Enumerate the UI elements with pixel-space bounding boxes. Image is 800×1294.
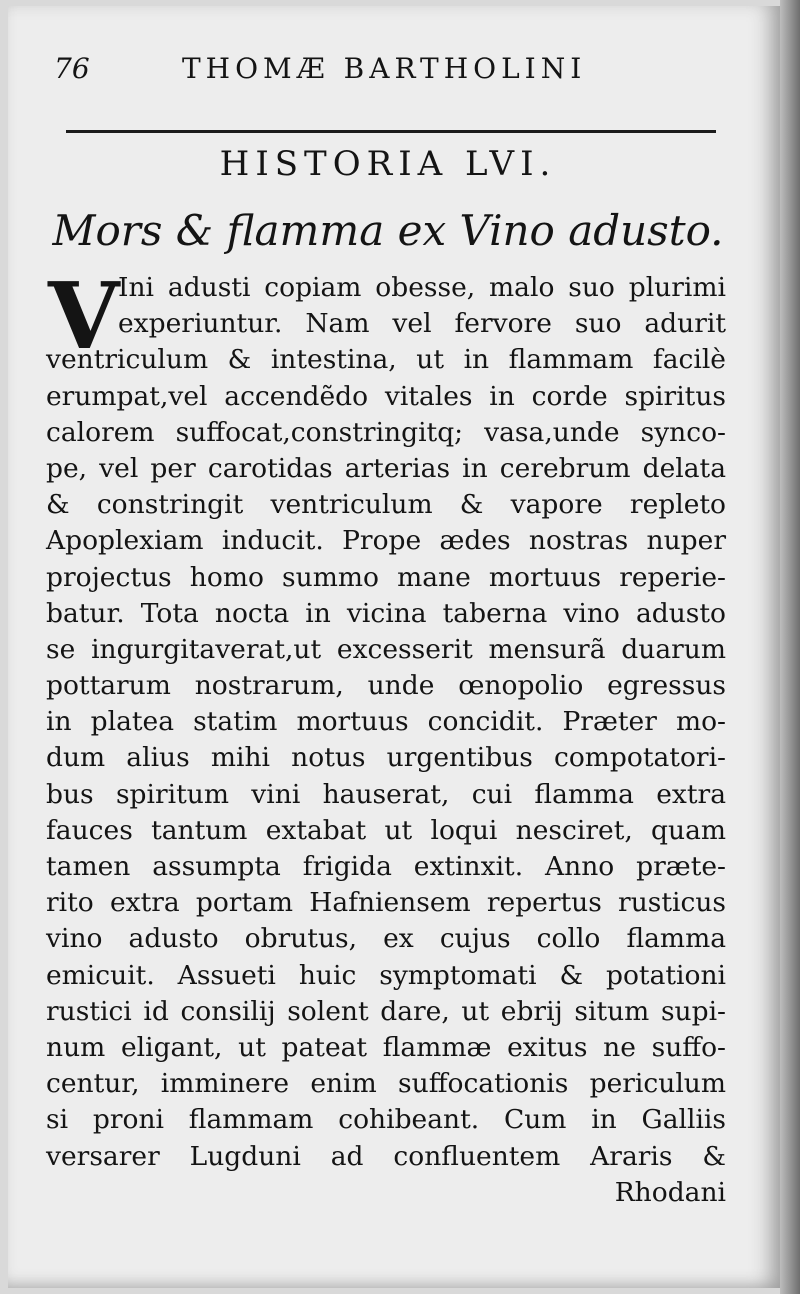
text-line: versarer Lugduni ad confluentem Araris & bbox=[46, 1140, 726, 1172]
text-line: & constringit ventriculum & vapore repleto bbox=[46, 489, 726, 521]
text-line: erumpat,vel accendẽdo vitales in corde spiritus bbox=[46, 380, 726, 412]
running-head: THOMÆ BARTHOLINI bbox=[182, 52, 587, 85]
body-text bbox=[46, 262, 726, 1211]
text-line: experiuntur. Nam vel fervore suo adurit bbox=[118, 308, 726, 340]
header-rule bbox=[66, 130, 716, 133]
text-line: num eligant, ut pateat flammæ exitus ne suffo- bbox=[46, 1031, 726, 1063]
text-line: dum alius mihi notus urgentibus compotatori- bbox=[46, 742, 726, 774]
text-line: tamen assumpta frigida extinxit. Anno præte- bbox=[46, 851, 726, 882]
text-line: in platea statim mortuus concidit. Præter mo- bbox=[46, 706, 726, 738]
text-line: Rhodani bbox=[614, 1176, 726, 1208]
text-line: Ini adusti copiam obesse, malo suo plurimi bbox=[118, 272, 726, 303]
text-line: pottarum nostrarum, unde œnopolio egressus bbox=[46, 670, 726, 702]
text-line: bus spiritum vini hauserat, cui flamma extra bbox=[46, 778, 726, 810]
text-line: centur, imminere enim suffocationis periculum bbox=[46, 1068, 726, 1100]
section-heading: HISTORIA LVI. bbox=[219, 144, 557, 184]
text-line: calorem suffocat,constringitq; vasa,unde synco- bbox=[46, 416, 726, 448]
chapter-title: Mors & flamma ex Vino adusto. bbox=[52, 206, 724, 255]
text-line: pe, vel per carotidas arterias in cerebrum delata bbox=[46, 452, 726, 484]
text-line: si proni flammam cohibeant. Cum in Galliis bbox=[46, 1104, 726, 1136]
page-number: 76 bbox=[54, 52, 90, 85]
text-line: projectus homo summo mane mortuus reperie- bbox=[46, 561, 726, 593]
drop-cap: V bbox=[48, 262, 120, 370]
text-line: Apoplexiam inducit. Prope ædes nostras nuper bbox=[46, 525, 726, 557]
spine-shadow bbox=[780, 0, 800, 1294]
text-line: se ingurgitaverat,ut excesserit mensurã duarum bbox=[46, 633, 726, 665]
text-line: fauces tantum extabat ut loqui nesciret, quam bbox=[46, 814, 726, 846]
text-line: ventriculum & intestina, ut in flammam facilè bbox=[46, 344, 726, 376]
text-line: emicuit. Assueti huic symptomati & potationi bbox=[46, 959, 726, 991]
book-page bbox=[8, 6, 780, 1288]
text-line: rito extra portam Hafniensem repertus rusticus bbox=[46, 887, 726, 919]
text-line: batur. Tota nocta in vicina taberna vino adusto bbox=[46, 597, 726, 629]
page-header bbox=[46, 46, 716, 94]
text-line: vino adusto obrutus, ex cujus collo flamma bbox=[46, 923, 726, 955]
text-line: rustici id consilij solent dare, ut ebrij situm supi- bbox=[46, 995, 726, 1027]
